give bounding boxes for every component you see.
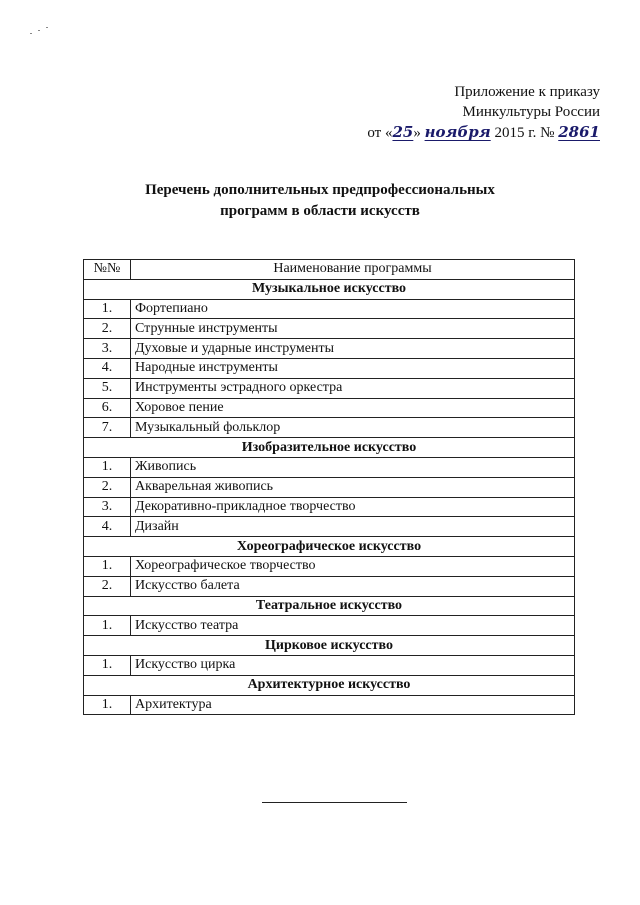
table-row bbox=[84, 398, 575, 418]
item-number: 6. bbox=[84, 398, 131, 418]
table-row bbox=[84, 695, 575, 715]
order-reference bbox=[367, 82, 600, 143]
item-number: 1. bbox=[84, 556, 131, 576]
programs-table bbox=[83, 259, 575, 715]
table-row bbox=[84, 319, 575, 339]
section-row bbox=[84, 636, 575, 656]
program-name: Акварельная живопись bbox=[131, 477, 575, 497]
table-row bbox=[84, 576, 575, 596]
item-number: 3. bbox=[84, 497, 131, 517]
section-title: Музыкальное искусство bbox=[84, 279, 575, 299]
table-row bbox=[84, 457, 575, 477]
table-row bbox=[84, 655, 575, 675]
table-header-row bbox=[84, 260, 575, 280]
item-number: 1. bbox=[84, 695, 131, 715]
table-row bbox=[84, 477, 575, 497]
section-title: Хореографическое искусство bbox=[84, 537, 575, 557]
order-day-handwritten: 25 bbox=[392, 123, 414, 141]
scan-specks bbox=[30, 25, 54, 37]
item-number: 2. bbox=[84, 576, 131, 596]
order-date-mid: » bbox=[413, 125, 425, 141]
program-name: Дизайн bbox=[131, 517, 575, 537]
footer-separator-line bbox=[262, 802, 407, 803]
item-number: 1. bbox=[84, 655, 131, 675]
title-line-1: Перечень дополнительных предпрофессиональных bbox=[145, 182, 495, 198]
column-header-number: №№ bbox=[84, 260, 131, 280]
section-title: Изобразительное искусство bbox=[84, 438, 575, 458]
program-name: Живопись bbox=[131, 457, 575, 477]
section-row bbox=[84, 537, 575, 557]
program-name: Духовые и ударные инструменты bbox=[131, 339, 575, 359]
program-name: Декоративно-прикладное творчество bbox=[131, 497, 575, 517]
program-name: Архитектура bbox=[131, 695, 575, 715]
section-row bbox=[84, 596, 575, 616]
table-row bbox=[84, 517, 575, 537]
document-title bbox=[0, 180, 640, 222]
program-name: Искусство цирка bbox=[131, 655, 575, 675]
column-header-name: Наименование программы bbox=[131, 260, 575, 280]
program-name: Искусство театра bbox=[131, 616, 575, 636]
program-name: Фортепиано bbox=[131, 299, 575, 319]
table-row bbox=[84, 378, 575, 398]
section-row bbox=[84, 279, 575, 299]
item-number: 3. bbox=[84, 339, 131, 359]
table-row bbox=[84, 497, 575, 517]
item-number: 2. bbox=[84, 319, 131, 339]
item-number: 1. bbox=[84, 299, 131, 319]
item-number: 4. bbox=[84, 358, 131, 378]
order-date-number-line bbox=[367, 122, 600, 143]
table-row bbox=[84, 339, 575, 359]
program-name: Народные инструменты bbox=[131, 358, 575, 378]
section-title: Цирковое искусство bbox=[84, 636, 575, 656]
section-row bbox=[84, 675, 575, 695]
table-row bbox=[84, 299, 575, 319]
item-number: 5. bbox=[84, 378, 131, 398]
section-title: Театральное искусство bbox=[84, 596, 575, 616]
table-row bbox=[84, 418, 575, 438]
table-row bbox=[84, 616, 575, 636]
order-month-handwritten: ноября bbox=[424, 123, 491, 141]
table-row bbox=[84, 556, 575, 576]
item-number: 1. bbox=[84, 457, 131, 477]
item-number: 7. bbox=[84, 418, 131, 438]
order-number-handwritten: 2861 bbox=[558, 123, 600, 141]
section-row bbox=[84, 438, 575, 458]
order-line-1: Приложение к приказу bbox=[454, 84, 600, 100]
program-name: Искусство балета bbox=[131, 576, 575, 596]
table-row bbox=[84, 358, 575, 378]
order-date-prefix: от « bbox=[367, 125, 393, 141]
program-name: Музыкальный фольклор bbox=[131, 418, 575, 438]
program-name: Инструменты эстрадного оркестра bbox=[131, 378, 575, 398]
item-number: 4. bbox=[84, 517, 131, 537]
program-name: Струнные инструменты bbox=[131, 319, 575, 339]
order-line-2: Минкультуры России bbox=[462, 104, 600, 120]
item-number: 2. bbox=[84, 477, 131, 497]
item-number: 1. bbox=[84, 616, 131, 636]
section-title: Архитектурное искусство bbox=[84, 675, 575, 695]
title-line-2: программ в области искусств bbox=[220, 203, 420, 219]
order-year: 2015 г. № bbox=[490, 125, 559, 141]
program-name: Хореографическое творчество bbox=[131, 556, 575, 576]
program-name: Хоровое пение bbox=[131, 398, 575, 418]
programs-table-body bbox=[84, 260, 575, 715]
